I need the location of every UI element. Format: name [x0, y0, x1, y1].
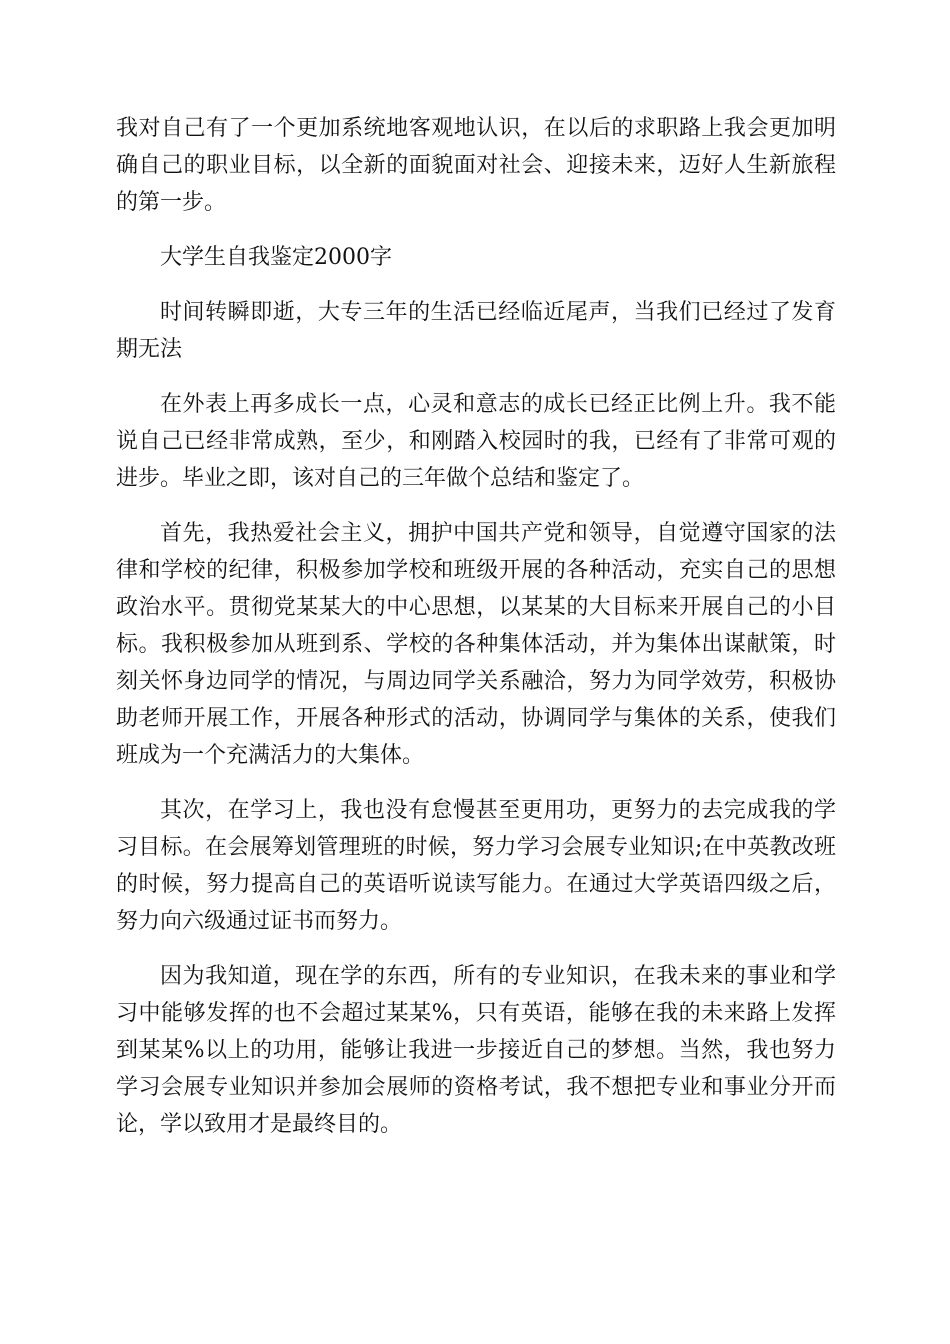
section-heading: 大学生自我鉴定2000字 [160, 245, 392, 270]
paragraph-study: 其次，在学习上，我也没有怠慢甚至更用功，更努力的去完成我的学习目标。在会展筹划管理班的时候，努力学习会展专业知识;在中英教改班的时候，努力提高自己的英语听说读写能力。在通过大学英语四级之后，努力向六级通过证书而努力。 [116, 798, 836, 934]
document-body [116, 110, 836, 1161]
paragraph-growth: 在外表上再多成长一点，心灵和意志的成长已经正比例上升。我不能说自己已经非常成熟，至少，和刚踏入校园时的我，已经有了非常可观的进步。毕业之即，该对自己的三年做个总结和鉴定了。 [116, 392, 836, 491]
paragraph-english: 因为我知道，现在学的东西，所有的专业知识，在我未来的事业和学习中能够发挥的也不会超过某某%，只有英语，能够在我的未来路上发挥到某某%以上的功用，能够让我进一步接近自己的梦想。当然，我也努力学习会展专业知识并参加会展师的资格考试，我不想把专业和事业分开而论，学以致用才是最终目的。 [116, 964, 836, 1137]
paragraph-politics: 首先，我热爱社会主义，拥护中国共产党和领导，自觉遵守国家的法律和学校的纪律，积极参加学校和班级开展的各种活动，充实自己的思想政治水平。贯彻党某某大的中心思想，以某某的大目标来开展自己的小目标。我积极参加从班到系、学校的各种集体活动，并为集体出谋献策，时刻关怀身边同学的情况，与周边同学关系融洽，努力为同学效劳，积极协助老师开展工作，开展各种形式的活动，协调同学与集体的关系，使我们班成为一个充满活力的大集体。 [116, 521, 836, 768]
paragraph-intro: 时间转瞬即逝，大专三年的生活已经临近尾声，当我们已经过了发育期无法 [116, 300, 836, 362]
paragraph-continuation: 我对自己有了一个更加系统地客观地认识，在以后的求职路上我会更加明确自己的职业目标，以全新的面貌面对社会、迎接未来，迈好人生新旅程的第一步。 [116, 116, 836, 215]
